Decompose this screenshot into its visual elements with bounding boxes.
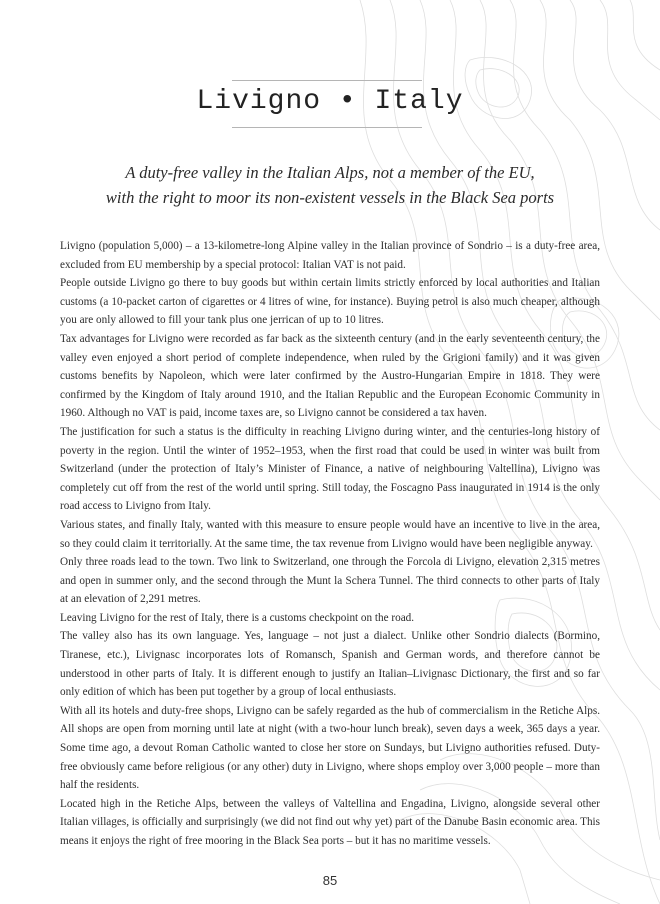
paragraph: The justification for such a status is the difficulty in reaching Livigno during winter, and the centuries-long history of poverty in the region. Until the winter of 1952–1953, when the first road that could be used in winter was built from Switzerland (under the protection of Italy’s Minister of Finance, a native of neighbouring Valtellina), Livigno was completely cut off from the rest of the world until spring. Still today, the Foscagno Pass inaugurated in 1914 is the only road access to Livigno from Italy. [60,425,600,513]
paragraph: Leaving Livigno for the rest of Italy, there is a customs checkpoint on the road. [60,611,415,624]
paragraph: With all its hotels and duty-free shops, Livigno can be safely regarded as the hub of commercialism in the Retiche Alps. All shops are open from morning until late at night (with a two-hour lunch break), seven days a week, 365 days a year. Some time ago, a devout Roman Catholic wanted to close her store on Sundays, but Livigno authorities refused. Duty-free obviously came before religious (or any other) duty in Livigno, where shops employ over 3,000 people – more than half the residents. [60,704,600,792]
paragraph: Livigno (population 5,000) – a 13-kilometre-long Alpine valley in the Italian province of Sondrio – is a duty-free area, excluded from EU membership by a special protocol: Italian VAT is not paid. [60,240,600,271]
subtitle-line-1: A duty-free valley in the Italian Alps, not a member of the EU, [125,163,535,182]
title-top-rule [232,80,422,81]
subtitle-line-2: with the right to moor its non-existent vessels in the Black Sea ports [105,188,555,207]
page-number: 85 [322,873,338,888]
paragraph: Tax advantages for Livigno were recorded as far back as the sixteenth century (and in the early seventeenth century, the valley even enjoyed a short period of complete independence, when ruled by the Grigioni family) and it was given customs benefits by Napoleon, which were later confirmed by the Austro-Hungarian Empire in 1818. They were confirmed by the Kingdom of Italy around 1910, and the Italian Republic and the European Economic Community in 1960. Although no VAT is paid, income taxes are, so Livigno cannot be considered a tax haven. [60,332,600,420]
subtitle [60,160,600,210]
paragraph: People outside Livigno go there to buy goods but within certain limits strictly enforced by local authorities and Italian customs (a 10-packet carton of cigarettes or 4 litres of wine, for instance). Buying petrol is also much cheaper, although you are only allowed to fill your tank plus one jerrican of up to 10 litres. [60,277,600,327]
body-text [60,237,600,851]
page-title: Livigno • Italy [196,86,464,117]
paragraph: Only three roads lead to the town. Two link to Switzerland, one through the Forcola di Livigno, elevation 2,315 metres and open in summer only, and the second through the Munt la Schera Tunnel. The third connects to other parts of Italy at an elevation of 2,291 metres. [60,556,600,606]
paragraph: The valley also has its own language. Yes, language – not just a dialect. Unlike other Sondrio dialects (Bormino, Tiranese, etc.), Livignasc incorporates lots of Romansch, Spanish and German words, and therefore cannot be understood in other parts of Italy. It is different enough to justify an Italian–Livignasc Dictionary, the first and so far only edition of which has been put together by a group of local enthusiasts. [60,630,600,699]
paragraph: Various states, and finally Italy, wanted with this measure to ensure people would have an incentive to live in the area, so they could claim it territorially. At the same time, the tax revenue from Livigno would have been negligible anyway. [60,518,600,550]
title-bottom-rule [232,127,422,128]
paragraph: Located high in the Retiche Alps, between the valleys of Valtellina and Engadina, Livigno, alongside several other Italian villages, is officially and surprisingly (we did not find out why yet) part of the Danube Basin economic area. This means it enjoys the right of free mooring in the Black Sea ports – but it has no maritime vessels. [60,797,600,847]
